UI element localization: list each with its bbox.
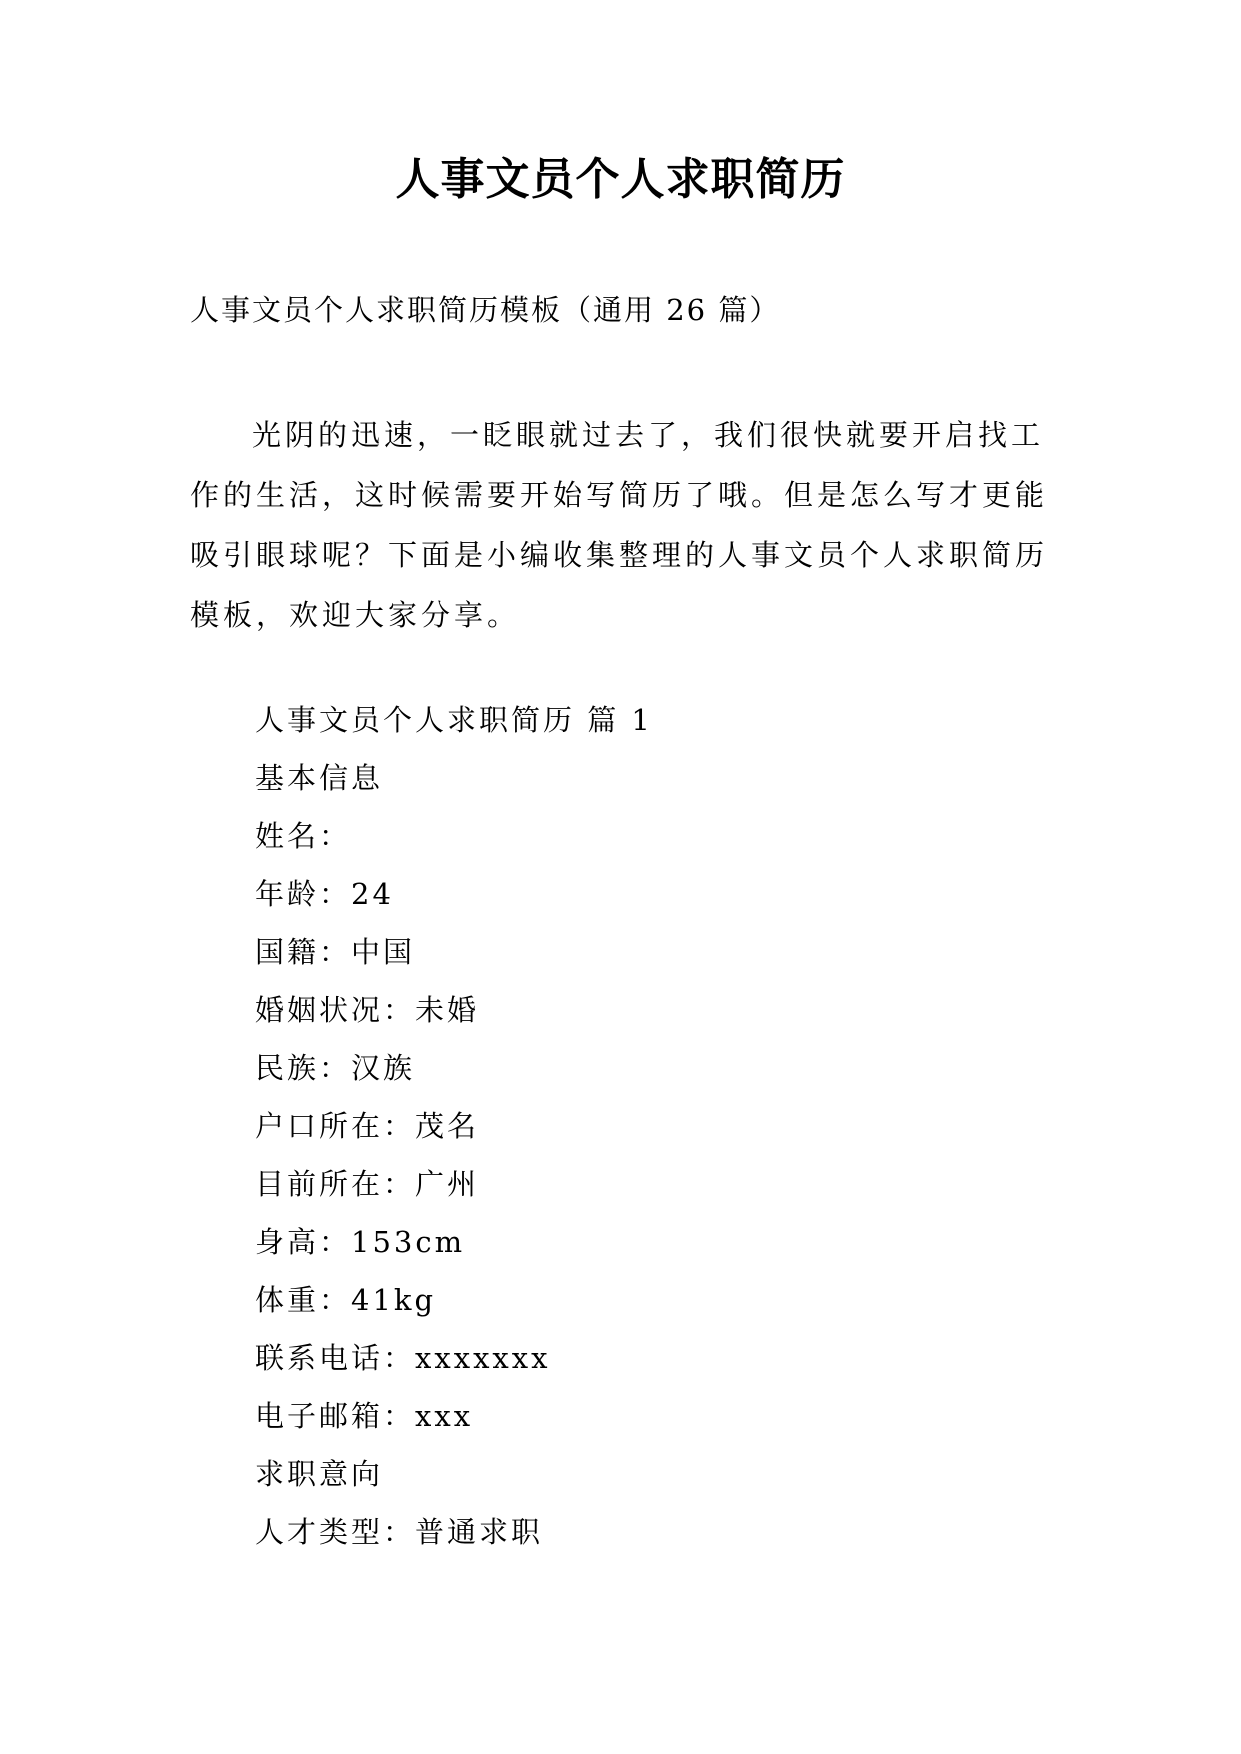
resume-lines [255,700,653,1570]
field-age: 年龄：24 [255,877,394,911]
section-heading-resume-1: 人事文员个人求职简历 篇 1 [255,703,653,737]
document-title: 人事文员个人求职简历 [395,154,846,205]
field-marital-status: 婚姻状况：未婚 [255,993,480,1027]
section-heading-basic-info: 基本信息 [255,761,384,795]
field-name: 姓名： [255,819,352,853]
field-weight: 体重：41kg [255,1283,437,1317]
field-height: 身高：153cm [255,1225,466,1259]
field-household-registration: 户口所在：茂名 [255,1109,480,1143]
field-ethnicity: 民族：汉族 [255,1051,416,1085]
section-heading-job-intention: 求职意向 [255,1457,384,1491]
field-current-location: 目前所在：广州 [255,1167,480,1201]
document-subtitle: 人事文员个人求职简历模板（通用 26 篇） [190,293,781,327]
field-talent-type: 人才类型：普通求职 [255,1515,544,1549]
field-nationality: 国籍：中国 [255,935,416,969]
intro-paragraph: 光阴的迅速，一眨眼就过去了，我们很快就要开启找工作的生活，这时候需要开始写简历了哦。但是怎么写才更能吸引眼球呢？下面是小编收集整理的人事文员个人求职简历模板，欢迎大家分享。 [190,418,1049,632]
field-phone: 联系电话：xxxxxxx [255,1341,551,1375]
field-email: 电子邮箱：xxx [255,1399,474,1433]
